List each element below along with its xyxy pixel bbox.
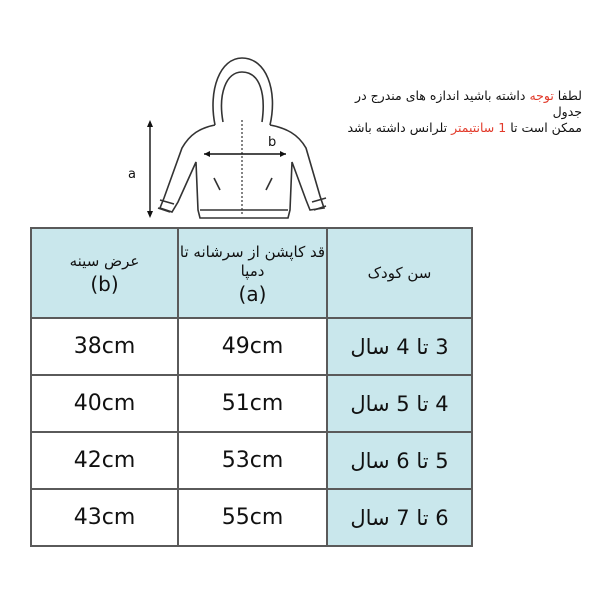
tolerance-note [320, 88, 582, 136]
header-jacket-length: قد کاپشن از سرشانه تا دمپا (a) [178, 228, 327, 318]
header-chest-code: (b) [90, 272, 119, 296]
table-header-row [31, 228, 472, 318]
header-chest-width: عرض سینه (b) [31, 228, 178, 318]
jacket-diagram [120, 50, 360, 230]
cell-chest: 40cm [31, 375, 178, 432]
table-row [31, 375, 472, 432]
measure-b-arrow-left [204, 151, 210, 157]
measure-b-arrow-right [280, 151, 286, 157]
cell-length: 49cm [178, 318, 327, 375]
table-row [31, 489, 472, 546]
cell-length: 53cm [178, 432, 327, 489]
header-length-code: (a) [238, 281, 267, 306]
note-line-3: ممکن است تا 1 سانتیمتر تلرانس داشته باشد [347, 120, 582, 135]
measure-b-label: b [268, 135, 277, 150]
cell-age: 6 تا 7 سال [327, 489, 472, 546]
size-table [30, 227, 473, 547]
cell-length: 51cm [178, 375, 327, 432]
note-line-2: جدول [552, 104, 582, 119]
measure-a-arrow-bottom [147, 211, 153, 218]
note-highlight-attention: توجه [529, 88, 554, 103]
measure-a-label: a [128, 167, 136, 182]
note-highlight-tolerance: 1 سانتیمتر [451, 120, 507, 135]
cell-age: 5 تا 6 سال [327, 432, 472, 489]
table-row [31, 318, 472, 375]
table-row [31, 432, 472, 489]
cell-age: 4 تا 5 سال [327, 375, 472, 432]
cell-chest: 38cm [31, 318, 178, 375]
header-child-age: سن کودک [327, 228, 472, 318]
measure-a-arrow-top [147, 120, 153, 127]
note-line-1: لطفا توجه داشته باشید اندازه های مندرج در [355, 88, 582, 103]
cell-chest: 42cm [31, 432, 178, 489]
cell-chest: 43cm [31, 489, 178, 546]
cell-length: 55cm [178, 489, 327, 546]
cell-age: 3 تا 4 سال [327, 318, 472, 375]
